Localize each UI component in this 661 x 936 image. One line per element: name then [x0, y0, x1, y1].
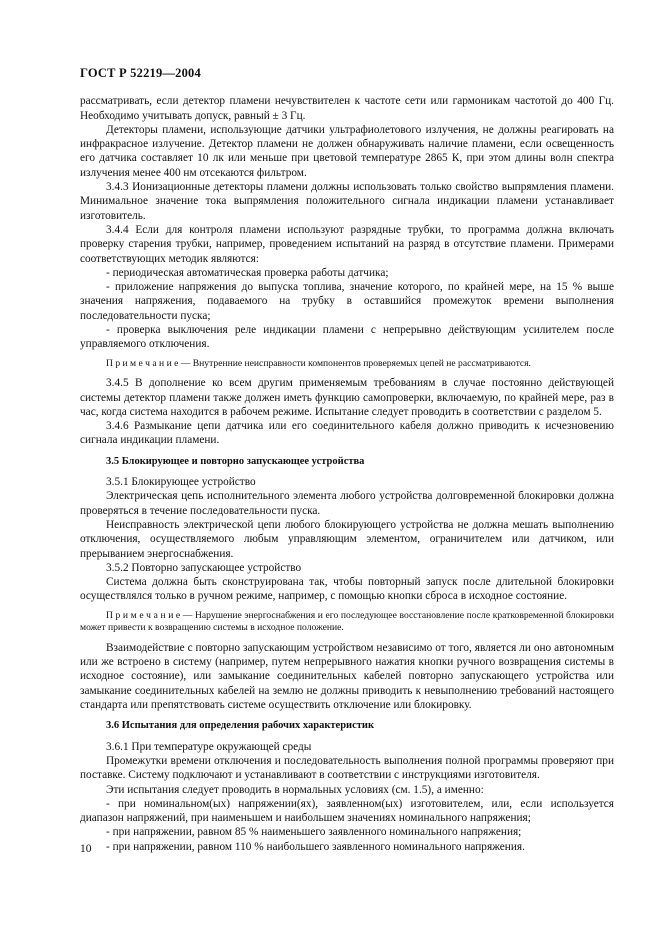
paragraph: 3.4.4 Если для контроля пламени используют разрядные трубки, то программа должна включать проверку старения трубки, например, проведением испытаний на разряд в отсутствие пламени. Примерами соответствующих методик являются: — [80, 223, 614, 265]
paragraph: Неисправность электрической цепи любого блокирующего устройства не должна мешать выполнению отключения, осуществляемого любым управляющим элементом, ограничителем или датчиком, или прерыванием энергоснабжения. — [80, 518, 614, 560]
paragraph: 3.4.6 Размыкание цепи датчика или его соединительного кабеля должно приводить к исчезновению сигнала индикации пламени. — [80, 420, 614, 447]
note-paragraph: П р и м е ч а н и е — Нарушение энергоснабжения и его последующее восстановление после кратковременной блокировки может привести к возвращению системы в исходное положение. — [80, 609, 614, 634]
paragraph: 3.4.5 В дополнение ко всем другим применяемым требованиям в случае постоянно действующей системы детектор пламени также должен иметь функцию самопроверки, включаемую, по крайней мере, раз в час, когда система находится в рабочем режиме. Испытание следует проводить в соответствии с разделом 5. — [80, 377, 614, 418]
document-header: ГОСТ Р 52219—2004 — [80, 66, 201, 80]
paragraph: - периодическая автоматическая проверка работы датчика; — [106, 266, 389, 279]
paragraph: Электрическая цепь исполнительного элемента любого устройства долговременной блокировки должна проверяться в течение последовательности пуска. — [80, 490, 614, 517]
note-paragraph: П р и м е ч а н и е — Внутренние неисправности компонентов проверяемых цепей не рассматриваются. — [106, 357, 531, 369]
page-number: 10 — [80, 843, 92, 855]
paragraph: 3.4.3 Ионизационные детекторы пламени должны использовать только свойство выпрямления пламени. Минимальное значение тока выпрямления положительного сигнала индикации пламени устанавливает изготовитель. — [80, 181, 614, 222]
paragraph: - проверка выключения реле индикации пламени с непрерывно действующим усилителем после управляемого отключения. — [80, 324, 614, 351]
paragraph: 3.5.2 Повторно запускающее устройство — [106, 561, 302, 574]
paragraph: - приложение напряжения до выпуска топлива, значение которого, по крайней мере, на 15 % выше значения напряжения, подаваемого на трубку в оставшийся промежуток времени выполнения последовательности пуска; — [80, 281, 614, 322]
paragraph: Детекторы пламени, использующие датчики ультрафиолетового излучения, не должны реагировать на инфракрасное излучение. Детектор пламени не должен обнаруживать наличие пламени, если освещенность его датчика составляет 10 лк или меньше при цветовой температуре 2865 К, при этом длины волн спектра излучения менее 400 нм отсекаются фильтром. — [80, 123, 614, 179]
paragraph: Система должна быть сконструирована так, чтобы повторный запуск после длительной блокировки осуществлялся только в ручном режиме, например, с помощью кнопки сброса в исходное состояние. — [80, 576, 614, 603]
paragraph: 3.5.1 Блокирующее устройство — [106, 476, 256, 489]
paragraph: Эти испытания следует проводить в нормальных условиях (см. 1.5), а именно: — [106, 783, 484, 796]
paragraph: - при напряжении, равном 110 % наибольшего заявленного номинального напряжения. — [106, 840, 525, 853]
section-heading: 3.5 Блокирующее и повторно запускающее устройства — [106, 455, 365, 467]
paragraph: рассматривать, если детектор пламени нечувствителен к частоте сети или гармоникам частотой до 400 Гц. Необходимо учитывать допуск, равный ± 3 Гц. — [80, 95, 614, 122]
body-text — [80, 94, 614, 854]
paragraph: - при напряжении, равном 85 % наименьшего заявленного номинального напряжения; — [106, 826, 522, 839]
paragraph: 3.6.1 При температуре окружающей среды — [106, 740, 312, 753]
paragraph: - при номинальном(ых) напряжении(ях), заявленном(ых) изготовителем, или, если используется диапазон напряжений, при наименьшем и наибольшем значениях номинального напряжения; — [80, 797, 614, 825]
document-page — [80, 66, 614, 854]
paragraph: Промежутки времени отключения и последовательность выполнения полной программы проверяют при поставке. Систему подключают и устанавливают в соответствии с инструкциями изготовителя. — [80, 754, 614, 782]
section-heading: 3.6 Испытания для определения рабочих характеристик — [106, 720, 375, 732]
paragraph: Взаимодействие с повторно запускающим устройством независимо от того, является ли оно автономным или же встроено в систему (например, путем непрерывного нажатия кнопки ручного возвращения системы в исходное состояние), или замыкание соединительных кабелей повторно запускающего устройства или замыкание соединительных кабелей на землю не должны приводить к невыполнению требований настоящего стандарта или препятствовать системе осуществить отключение или блокировку. — [80, 641, 614, 712]
